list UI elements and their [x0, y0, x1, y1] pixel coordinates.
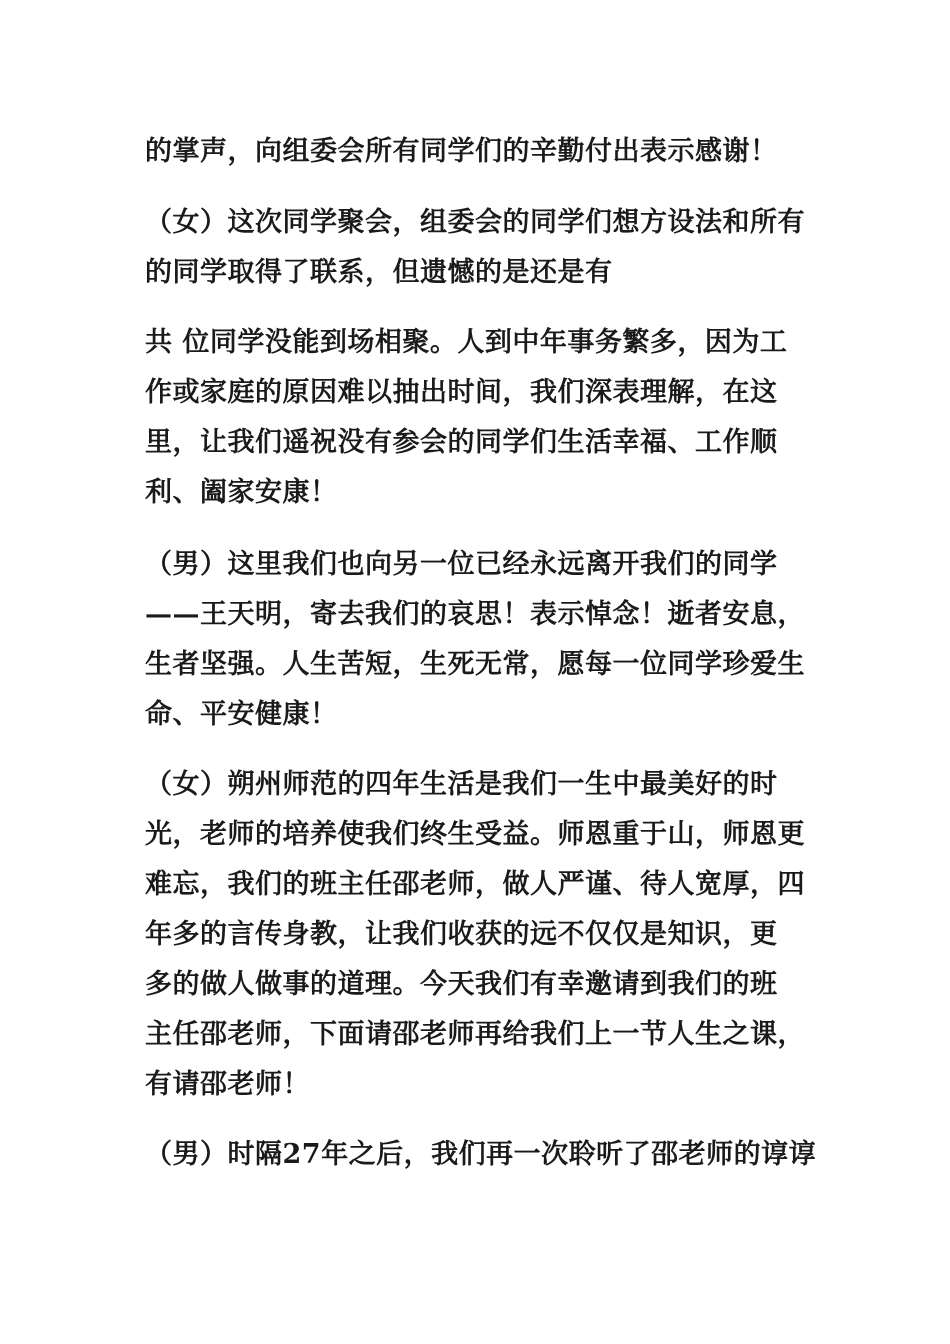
text-line: （女）朔州师范的四年生活是我们一生中最美好的时	[145, 769, 778, 800]
paragraph-closing-thanks	[145, 127, 825, 177]
text-line: 有请邵老师！	[145, 1069, 310, 1100]
text-line: （女）这次同学聚会，组委会的同学们想方设法和所有	[145, 207, 805, 238]
paragraph-female-host-teacher-tribute	[145, 760, 825, 1110]
text-line: 共 位同学没能到场相聚。人到中年事务繁多，因为工	[145, 327, 788, 358]
paragraph-female-host-absent-classmates	[145, 198, 825, 298]
text-line: 主任邵老师，下面请邵老师再给我们上一节人生之课，	[145, 1019, 805, 1050]
paragraph-male-host-after-27-years	[145, 1130, 825, 1180]
text-line: 作或家庭的原因难以抽出时间，我们深表理解，在这	[145, 377, 778, 408]
text-line: 利、阖家安康！	[145, 477, 338, 508]
text-line: 里，让我们遥祝没有参会的同学们生活幸福、工作顺	[145, 427, 778, 458]
text-line: 难忘，我们的班主任邵老师，做人严谨、待人宽厚，四	[145, 869, 805, 900]
text-line: 命、平安健康！	[145, 699, 338, 730]
text-line: 多的做人做事的道理。今天我们有幸邀请到我们的班	[145, 969, 778, 1000]
paragraph-absent-classmates-wishes	[145, 318, 825, 518]
text-line: ——王天明，寄去我们的哀思！表示悼念！逝者安息，	[145, 599, 805, 630]
text-line: 光，老师的培养使我们终生受益。师恩重于山，师恩更	[145, 819, 805, 850]
text-line: （男）时隔27年之后，我们再一次聆听了邵老师的谆谆	[145, 1139, 817, 1170]
paragraph-male-host-memorial	[145, 540, 825, 740]
text-line: （男）这里我们也向另一位已经永远离开我们的同学	[145, 549, 778, 580]
text-line: 年多的言传身教，让我们收获的远不仅仅是知识，更	[145, 919, 778, 950]
text-line: 的同学取得了联系，但遗憾的是还是有	[145, 257, 613, 288]
text-line: 的掌声，向组委会所有同学们的辛勤付出表示感谢！	[145, 136, 778, 167]
text-line: 生者坚强。人生苦短，生死无常，愿每一位同学珍爱生	[145, 649, 805, 680]
